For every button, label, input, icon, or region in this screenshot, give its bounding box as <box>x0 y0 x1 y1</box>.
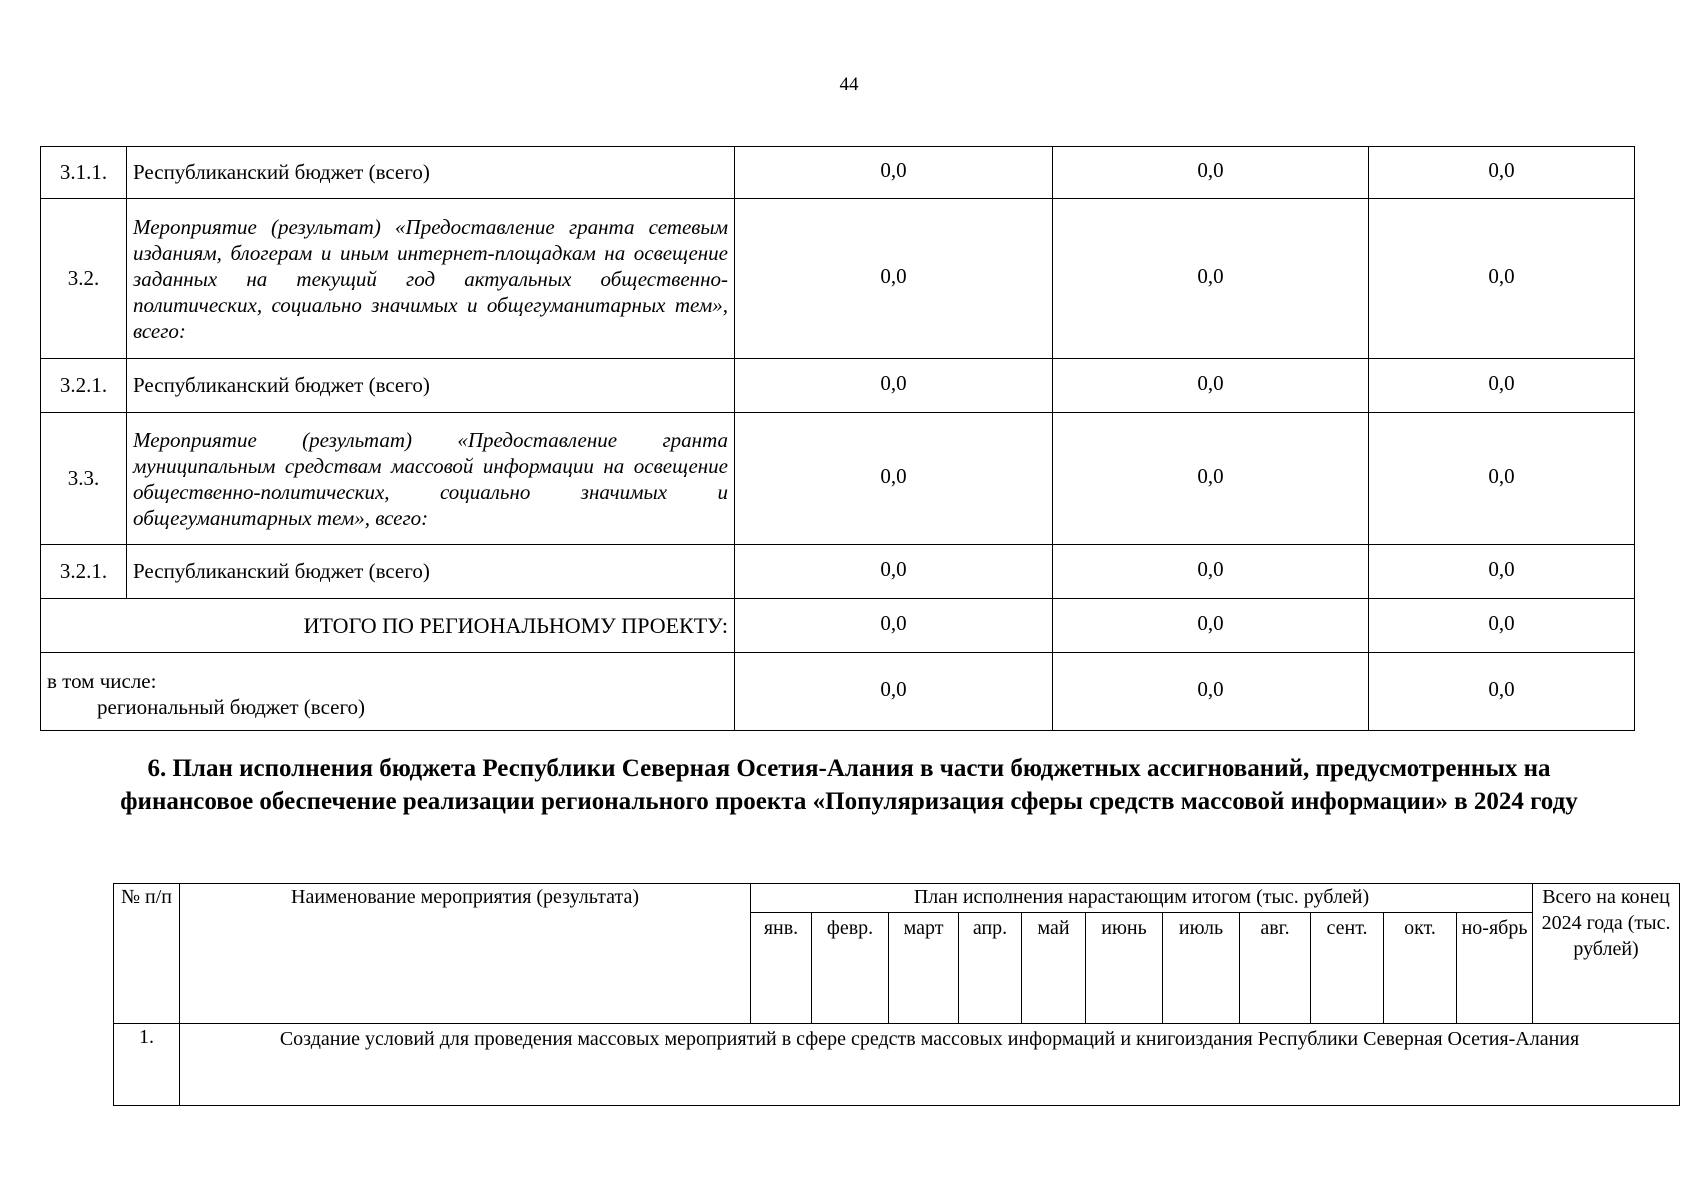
section-heading: 6. План исполнения бюджета Республики Северная Осетия-Алания в части бюджетных ассигнований, предусмотренных на финансовое обеспечение реализации регионального проекта «Популяризация сферы средств массовой информации» в 2024 году <box>120 755 1578 815</box>
value-cell: 0,0 <box>735 545 1053 599</box>
value-cell: 0,0 <box>1053 199 1369 359</box>
row-number: 3.2.1. <box>41 359 127 413</box>
month-header: янв. <box>751 913 812 1024</box>
value-cell: 0,0 <box>735 599 1053 653</box>
value-cell: 0,0 <box>1369 413 1635 545</box>
value-cell: 0,0 <box>735 199 1053 359</box>
activity-cell: Создание условий для проведения массовых мероприятий в сфере средств массовых информаций и книгоиздания Республики Северная Осетия-Алания <box>180 1024 1680 1106</box>
value-cell: 0,0 <box>1369 545 1635 599</box>
value-cell: 0,0 <box>1053 147 1369 199</box>
row-name: Республиканский бюджет (всего) <box>127 545 735 599</box>
row-number: 3.1.1. <box>41 147 127 199</box>
table-row <box>41 199 1635 359</box>
value-cell: 0,0 <box>1053 545 1369 599</box>
col-plan-header: План исполнения нарастающим итогом (тыс. рублей) <box>751 884 1533 913</box>
including-sublabel: региональный бюджет (всего) <box>97 694 366 719</box>
value-cell: 0,0 <box>1369 653 1635 731</box>
month-header: но-ябрь <box>1457 913 1533 1024</box>
table-row <box>41 413 1635 545</box>
row-name: Республиканский бюджет (всего) <box>127 147 735 199</box>
value-cell: 0,0 <box>1053 653 1369 731</box>
value-cell: 0,0 <box>735 359 1053 413</box>
value-cell: 0,0 <box>735 147 1053 199</box>
month-header: июль <box>1163 913 1240 1024</box>
month-header: окт. <box>1384 913 1457 1024</box>
value-cell: 0,0 <box>1369 599 1635 653</box>
table-row <box>41 147 1635 199</box>
plan-table <box>113 883 1680 1106</box>
value-cell: 0,0 <box>1053 413 1369 545</box>
row-number: 3.2. <box>41 199 127 359</box>
row-number: 1. <box>114 1024 180 1106</box>
col-total-header: Всего на конец 2024 года (тыс. рублей) <box>1533 884 1680 1024</box>
month-header: авг. <box>1240 913 1311 1024</box>
plan-header-row <box>114 884 1680 913</box>
col-name-header: Наименование мероприятия (результата) <box>180 884 751 1024</box>
value-cell: 0,0 <box>735 413 1053 545</box>
including-label: в том числе: <box>47 668 157 693</box>
table-row <box>41 545 1635 599</box>
total-label: ИТОГО ПО РЕГИОНАЛЬНОМУ ПРОЕКТУ: <box>41 599 735 653</box>
page-number: 44 <box>839 74 859 95</box>
row-name: Мероприятие (результат) «Предоставление гранта муниципальным средствам массовой информации на освещение общественно-политических, социально значимых и общегуманитарных тем», всего: <box>127 413 735 545</box>
value-cell: 0,0 <box>1369 147 1635 199</box>
row-number: 3.2.1. <box>41 545 127 599</box>
budget-table <box>40 146 1635 731</box>
including-label-cell <box>41 653 735 731</box>
value-cell: 0,0 <box>1053 359 1369 413</box>
row-number: 3.3. <box>41 413 127 545</box>
table-row <box>41 359 1635 413</box>
month-header: апр. <box>959 913 1022 1024</box>
total-row <box>41 599 1635 653</box>
table-row <box>114 1024 1680 1106</box>
value-cell: 0,0 <box>735 653 1053 731</box>
value-cell: 0,0 <box>1369 199 1635 359</box>
value-cell: 0,0 <box>1369 359 1635 413</box>
month-header: март <box>889 913 959 1024</box>
col-num-header: № п/п <box>114 884 180 1024</box>
row-name: Мероприятие (результат) «Предоставление гранта сетевым изданиям, блогерам и иным интернет-площадкам на освещение заданных на текущий год актуальных общественно-политических, социально значимых и общегуманитарных тем», всего: <box>127 199 735 359</box>
including-row <box>41 653 1635 731</box>
row-name: Республиканский бюджет (всего) <box>127 359 735 413</box>
month-header: сент. <box>1311 913 1384 1024</box>
month-header: июнь <box>1086 913 1163 1024</box>
month-header: май <box>1022 913 1086 1024</box>
value-cell: 0,0 <box>1053 599 1369 653</box>
month-header: февр. <box>812 913 889 1024</box>
